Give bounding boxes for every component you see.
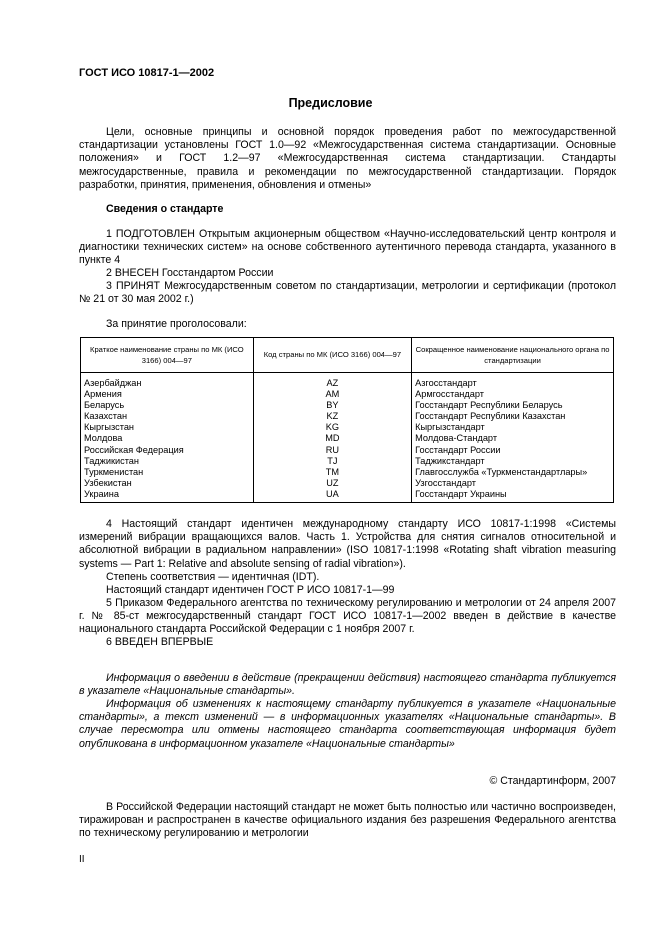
document-header: ГОСТ ИСО 10817-1—2002 (79, 67, 215, 79)
body-cell: Госстандарт Украины (412, 489, 614, 503)
code-cell: UZ (253, 478, 411, 489)
voted-label: За принятие проголосовали: (106, 318, 247, 330)
body-cell: Госстандарт Республики Беларусь (412, 400, 614, 411)
table-row (81, 422, 614, 433)
body-cell: Молдова-Стандарт (412, 433, 614, 444)
item-5: 5 Приказом Федерального агентства по техническому регулированию и метрологии от 24 апреля 2007 г. № 85-ст межгосударственный стандарт ГОСТ ИСО 10817-1—2002 введен в действие в качестве национального стандарта Российской Федерации с 1 ноября 2007 г. (79, 597, 616, 636)
body-cell: Армгосстандарт (412, 389, 614, 400)
countries-table (80, 337, 614, 503)
table-row (81, 389, 614, 400)
code-cell: BY (253, 400, 411, 411)
col-header-body: Сокращенное наименование национального органа по стандартизации (412, 338, 614, 373)
standard-info-heading: Сведения о стандарте (106, 203, 224, 215)
col-header-country: Краткое наименование страны по МК (ИСО 3166) 004—97 (81, 338, 254, 373)
item-2: 2 ВНЕСЕН Госстандартом России (106, 267, 274, 279)
body-cell: Главгосслужба «Туркменстандартлары» (412, 467, 614, 478)
page-number: II (79, 854, 85, 865)
country-cell: Украина (81, 489, 254, 503)
code-cell: AM (253, 389, 411, 400)
code-cell: KG (253, 422, 411, 433)
country-cell: Азербайджан (81, 373, 254, 390)
country-cell: Туркменистан (81, 467, 254, 478)
code-cell: RU (253, 445, 411, 456)
table-row (81, 478, 614, 489)
code-cell: MD (253, 433, 411, 444)
reproduction-notice: В Российской Федерации настоящий стандарт не может быть полностью или частично воспроизведен, тиражирован и распространен в качестве официального издания без разрешения Федерального агентства по техническому регулированию и метрологии (79, 801, 616, 840)
body-cell: Таджикстандарт (412, 456, 614, 467)
intro-paragraph: Цели, основные принципы и основной порядок проведения работ по межгосударственной стандартизации установлены ГОСТ 1.0—92 «Межгосударственная система стандартизации. Основные положения» и ГОСТ 1.2—97 «Межгосударственная система стандартизации. Стандарты межгосударственные, правила и рекомендации по межгосударственной стандартизации. Порядок разработки, принятия, применения, обновления и отмены» (79, 126, 616, 191)
table-row (81, 445, 614, 456)
copyright: © Стандартинформ, 2007 (489, 775, 616, 787)
conformity-degree: Степень соответствия — идентичная (IDT). (106, 571, 320, 583)
code-cell: KZ (253, 411, 411, 422)
body-cell: Узгосстандарт (412, 478, 614, 489)
country-cell: Узбекистан (81, 478, 254, 489)
item-4: 4 Настоящий стандарт идентичен международному стандарту ИСО 10817-1:1998 «Системы измерений вибрации вращающихся валов. Часть 1. Устройства для снятия сигналов относительной и абсолютной вибрации в радиальном направлении» (ISO 10817-1:1998 «Rotating shaft vibration measuring systems — Part 1: Relative and absolute sensing of radial vibration»). (79, 518, 616, 570)
item-1: 1 ПОДГОТОВЛЕН Открытым акционерным обществом «Научно-исследовательский центр контроля и диагностики технических систем» на основе собственного аутентичного перевода стандарта, указанного в пункте 4 (79, 228, 616, 267)
identical-standard: Настоящий стандарт идентичен ГОСТ Р ИСО 10817-1—99 (106, 584, 395, 596)
code-cell: AZ (253, 373, 411, 390)
table-row (81, 411, 614, 422)
body-cell: Госстандарт Республики Казахстан (412, 411, 614, 422)
country-cell: Беларусь (81, 400, 254, 411)
table-row (81, 467, 614, 478)
col-header-code: Код страны по МК (ИСО 3166) 004—97 (253, 338, 411, 373)
body-cell: Госстандарт России (412, 445, 614, 456)
country-cell: Кыргызстан (81, 422, 254, 433)
info-changes: Информация об изменениях к настоящему стандарту публикуется в указателе «Национальные стандарты», а текст изменений — в информационных указателях «Национальные стандарты». В случае пересмотра или отмены настоящего стандарта соответствующая информация будет опубликована в информационном указателе «Национальные стандарты» (79, 698, 616, 750)
info-introduction: Информация о введении в действие (прекращении действия) настоящего стандарта публикуется в указателе «Национальные стандарты». (79, 672, 616, 698)
country-cell: Таджикистан (81, 456, 254, 467)
code-cell: TJ (253, 456, 411, 467)
table-row (81, 433, 614, 444)
body-cell: Кыргызстандарт (412, 422, 614, 433)
table-row (81, 456, 614, 467)
country-cell: Казахстан (81, 411, 254, 422)
country-cell: Армения (81, 389, 254, 400)
table-row (81, 489, 614, 503)
code-cell: UA (253, 489, 411, 503)
page-title: Предисловие (288, 96, 373, 110)
item-6: 6 ВВЕДЕН ВПЕРВЫЕ (106, 636, 214, 648)
country-cell: Молдова (81, 433, 254, 444)
table-row (81, 373, 614, 390)
table-row (81, 400, 614, 411)
item-3: 3 ПРИНЯТ Межгосударственным советом по стандартизации, метрологии и сертификации (протокол № 21 от 30 мая 2002 г.) (79, 280, 616, 306)
body-cell: Азгосстандарт (412, 373, 614, 390)
country-cell: Российская Федерация (81, 445, 254, 456)
code-cell: TM (253, 467, 411, 478)
